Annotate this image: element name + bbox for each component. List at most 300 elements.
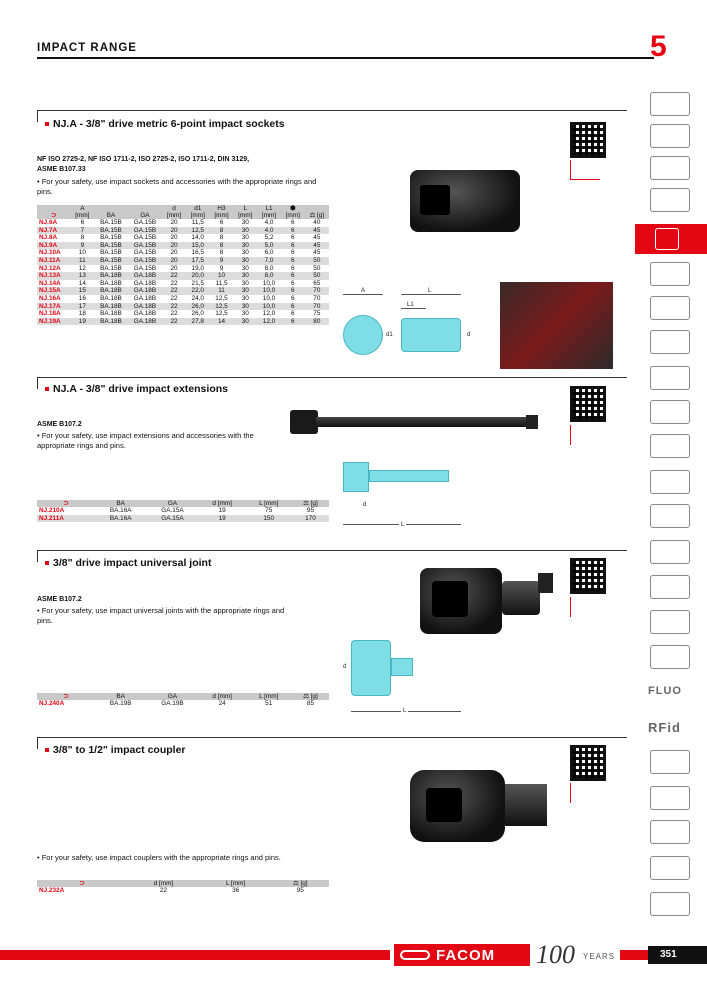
table-cell: GA.18B — [128, 303, 162, 311]
table-cell: 150 — [246, 515, 292, 523]
vise-icon[interactable] — [650, 575, 690, 599]
socket-icon[interactable] — [655, 228, 679, 250]
table-header: L [mm] — [246, 500, 292, 507]
table-row — [37, 700, 329, 708]
table-cell: 7,0 — [257, 257, 281, 265]
table-cell: GA.18B — [133, 310, 157, 318]
table-cell: 12,5 — [215, 310, 228, 318]
table-cell: 30 — [241, 219, 249, 226]
table-cell: 22,0 — [186, 287, 210, 295]
table-cell: 80 — [305, 318, 329, 326]
product-reference[interactable]: NJ.12A — [39, 264, 61, 272]
table-cell: 16 — [78, 294, 86, 302]
table-cell: 11 — [210, 287, 234, 295]
facom-ref-icon: ⊃ — [37, 205, 70, 219]
product-reference[interactable]: NJ.11A — [37, 257, 70, 265]
table-row — [37, 287, 329, 295]
table-cell: 8 — [219, 249, 224, 257]
standards: NF ISO 2725-2, NF ISO 1711-2, ISO 2725-2, ISO 1711-2, DIN 3129, ASME B107.33 — [37, 156, 250, 173]
table-cell: 10 — [78, 249, 86, 257]
table-cell: GA.18B — [128, 318, 162, 326]
table-cell: 18 — [78, 310, 86, 318]
product-reference[interactable]: NJ.8A — [39, 234, 58, 242]
section-title: 3/8" drive impact universal joint — [45, 557, 211, 569]
table-cell: BA.18B — [94, 318, 127, 326]
table-row — [37, 515, 329, 523]
table-cell: 27,8 — [186, 318, 210, 326]
table-cell: 9 — [219, 264, 224, 272]
table-cell: 22 — [162, 272, 186, 280]
table-cell: 6 — [290, 219, 295, 226]
table-cell: 14 — [210, 318, 234, 326]
table-row — [37, 303, 329, 311]
qr-pointer — [570, 783, 571, 803]
facom-ref-icon: ⊃ — [37, 693, 95, 700]
section-marker — [37, 377, 38, 389]
qr-pointer-line — [570, 179, 600, 180]
table-cell: 12,5 — [215, 294, 228, 302]
table-cell: 6 — [290, 279, 295, 287]
table-cell: BA.15B — [100, 234, 122, 242]
facom-logo: FACOM — [394, 944, 530, 966]
extension-diagram — [343, 462, 463, 532]
safety-icon[interactable] — [650, 610, 690, 634]
sockets-table — [37, 205, 329, 325]
product-reference[interactable]: NJ.10A — [39, 249, 61, 257]
dim-d-label: d — [467, 332, 471, 338]
table-cell: 30 — [241, 249, 249, 257]
table-header: BA — [95, 500, 146, 507]
table-row — [37, 887, 329, 895]
product-reference[interactable]: NJ.211A — [37, 515, 95, 523]
safety-note: • For your safety, use impact sockets and accessories with the appropriate rings and pins. — [37, 177, 317, 196]
dim-a-label: A — [361, 288, 366, 294]
table-cell: GA.18B — [128, 272, 162, 280]
table-cell: 20 — [162, 227, 186, 235]
table-cell: BA.18B — [100, 310, 122, 318]
table-header: L [mm] — [233, 205, 257, 219]
table-cell: BA.15B — [100, 249, 122, 257]
table-cell: 95 — [306, 507, 314, 514]
tool-box-icon[interactable] — [650, 156, 690, 180]
product-reference[interactable]: NJ.210A — [39, 507, 65, 514]
table-cell: 50 — [313, 264, 321, 272]
table-row — [37, 295, 329, 303]
table-cell: 14,0 — [191, 234, 204, 242]
table-cell: 75 — [313, 310, 321, 318]
table-cell: BA.16A — [95, 515, 146, 523]
table-cell: 22 — [162, 318, 186, 326]
table-header: GA — [128, 205, 162, 219]
table-cell: 22 — [170, 310, 178, 318]
table-cell: 19,0 — [191, 264, 204, 272]
table-cell: 75 — [265, 507, 273, 514]
table-cell: 45 — [313, 234, 321, 242]
table-cell: 14 — [78, 279, 86, 287]
table-cell: GA.18B — [128, 287, 162, 295]
table-cell: 26,0 — [191, 310, 204, 318]
table-cell: GA.15B — [133, 219, 157, 226]
table-cell: 15,0 — [186, 242, 210, 250]
dim-l-label: L — [428, 288, 432, 294]
table-cell: 22 — [170, 294, 178, 302]
table-row — [37, 249, 329, 257]
product-reference[interactable]: NJ.16A — [39, 294, 61, 302]
impact-wrench-icon[interactable] — [650, 540, 690, 564]
table-header: d [mm] — [199, 693, 246, 700]
table-cell: 22 — [159, 887, 167, 894]
table-cell: 30 — [233, 257, 257, 265]
table-cell: GA.15A — [161, 507, 184, 514]
table-cell: 8 — [210, 227, 234, 235]
table-row — [37, 257, 329, 265]
table-cell: 21,5 — [191, 279, 204, 287]
table-cell: GA.15B — [133, 264, 157, 272]
magnet-icon[interactable] — [650, 820, 690, 844]
table-cell: 11 — [70, 257, 94, 265]
table-header: BA — [94, 205, 127, 219]
table-header: ⚖ [g] — [305, 205, 329, 219]
coupler-table — [37, 880, 329, 895]
table-cell: 20 — [170, 234, 178, 242]
table-cell: 9 — [70, 242, 94, 250]
table-header: d [mm] — [162, 205, 186, 219]
table-cell: 30 — [241, 234, 249, 242]
table-cell: GA.19B — [161, 700, 184, 707]
standards: ASME B107.2 — [37, 421, 82, 428]
page-header-title: IMPACT RANGE — [37, 42, 137, 54]
table-cell: 30 — [241, 264, 249, 272]
socket-side-view — [401, 318, 461, 352]
table-cell: 85 — [306, 700, 314, 707]
table-cell: 7 — [70, 227, 94, 235]
table-cell: 5,2 — [264, 234, 274, 242]
truck-icon[interactable] — [650, 892, 690, 916]
wrench-icon[interactable] — [650, 188, 690, 212]
electric-panel-icon[interactable] — [650, 786, 690, 810]
saw-icon[interactable] — [650, 434, 690, 458]
table-header: L1 [mm] — [257, 205, 281, 219]
table-cell: 30 — [233, 272, 257, 280]
socket-hex-opening — [420, 185, 450, 215]
table-cell: 170 — [292, 515, 329, 523]
table-cell: BA.15B — [100, 264, 122, 272]
table-cell: GA.15B — [133, 234, 157, 242]
table-cell: 6 — [281, 257, 305, 265]
table-row — [37, 318, 329, 326]
table-cell: 6 — [281, 287, 305, 295]
table-cell: GA.15B — [128, 242, 162, 250]
table-cell: 24 — [218, 700, 226, 707]
anniversary-label: YEARS — [583, 952, 616, 961]
product-reference[interactable]: NJ.7A — [37, 227, 70, 235]
table-cell: 45 — [313, 249, 321, 257]
table-cell: 6 — [290, 310, 295, 318]
table-cell: 6 — [219, 219, 224, 226]
table-cell: 12,0 — [257, 318, 281, 326]
section-rule — [37, 377, 627, 378]
aircraft-icon[interactable] — [650, 750, 690, 774]
dim-d1-label: d1 — [386, 332, 393, 338]
table-cell: 6 — [290, 294, 295, 302]
section-title: NJ.A - 3/8" drive impact extensions — [45, 383, 228, 395]
table-cell: BA.19B — [109, 700, 132, 707]
product-reference[interactable]: NJ.232A — [39, 887, 65, 894]
table-header: GA — [146, 500, 199, 507]
dim-l1-label: L1 — [407, 302, 414, 308]
facom-logo-icon — [400, 950, 430, 960]
qr-code[interactable] — [570, 386, 606, 422]
table-cell: 6 — [290, 234, 295, 242]
table-cell: 15 — [70, 287, 94, 295]
table-cell: GA.15B — [128, 257, 162, 265]
table-header: L [mm] — [246, 693, 292, 700]
table-cell: 8 — [210, 242, 234, 250]
table-cell: 6 — [290, 249, 295, 257]
facom-ref-icon: ⊃ — [37, 500, 95, 507]
table-cell: BA.18B — [94, 287, 127, 295]
table-cell: 6,0 — [264, 249, 274, 257]
universal-joint-diagram — [343, 640, 473, 715]
table-cell: 36 — [232, 887, 240, 894]
section-rule — [37, 110, 627, 111]
table-cell: 22 — [170, 279, 178, 287]
table-cell: 6 — [281, 318, 305, 326]
section-marker — [37, 110, 38, 122]
table-cell: 22 — [162, 303, 186, 311]
product-reference[interactable]: NJ.15A — [37, 287, 70, 295]
table-cell: 6 — [80, 219, 85, 226]
table-header: H3 [mm] — [210, 205, 234, 219]
dim-l-line — [401, 294, 461, 295]
table-cell: 50 — [305, 257, 329, 265]
table-cell: 19 — [70, 318, 94, 326]
lanyard-icon[interactable] — [650, 645, 690, 669]
standards: ASME B107.2 — [37, 596, 82, 603]
table-cell: GA.18B — [133, 279, 157, 287]
dim-l-label: L — [403, 708, 407, 714]
usage-photo — [500, 282, 613, 369]
table-cell: 8 — [80, 234, 85, 242]
qr-pointer — [570, 160, 571, 180]
table-cell: 11,5 — [215, 279, 228, 287]
table-cell: 10,0 — [257, 303, 281, 311]
table-cell: 30 — [233, 303, 257, 311]
table-cell: 10,0 — [257, 287, 281, 295]
table-header: ⚖ [g] — [272, 880, 329, 887]
table-cell: 70 — [305, 303, 329, 311]
table-cell: 8,0 — [257, 272, 281, 280]
table-cell: 20,0 — [186, 272, 210, 280]
table-header: L [mm] — [200, 880, 272, 887]
table-cell: 45 — [305, 242, 329, 250]
table-cell: 65 — [313, 279, 321, 287]
dim-d-label: d — [343, 664, 347, 670]
table-row — [37, 242, 329, 250]
electrical-tester-icon[interactable] — [650, 504, 690, 528]
table-cell: 95 — [296, 887, 304, 894]
table-cell: 10,0 — [262, 294, 276, 302]
table-cell: 12 — [78, 264, 86, 272]
universal-joint-table — [37, 693, 329, 708]
table-header: BA — [95, 693, 146, 700]
product-reference[interactable]: NJ.9A — [37, 242, 70, 250]
page-number: 351 — [648, 946, 707, 964]
table-cell: 30 — [233, 242, 257, 250]
safety-note: • For your safety, use impact universal joints with the appropriate rings and pins. — [37, 606, 285, 625]
table-cell: 8,0 — [264, 264, 274, 272]
qr-pointer — [570, 597, 571, 617]
table-cell: 13 — [70, 272, 94, 280]
table-row — [37, 507, 329, 515]
sidebar-rfid[interactable]: RFid — [648, 720, 681, 735]
product-reference[interactable]: NJ.14A — [39, 279, 61, 287]
table-cell: 5,0 — [257, 242, 281, 250]
table-header: ⚖ [g] — [292, 500, 329, 507]
pliers-icon[interactable] — [650, 330, 690, 354]
table-cell: 26,0 — [186, 303, 210, 311]
tool-set-icon[interactable] — [650, 92, 690, 116]
table-cell: BA.15B — [94, 257, 127, 265]
table-cell: 30 — [241, 310, 249, 318]
table-row — [37, 234, 329, 242]
table-cell: 6 — [281, 303, 305, 311]
chapter-number: 5 — [650, 30, 667, 63]
table-row — [37, 265, 329, 273]
table-cell: BA.18B — [100, 279, 122, 287]
table-header: d1 [mm] — [186, 205, 210, 219]
table-cell: GA.15B — [133, 249, 157, 257]
safety-note: • For your safety, use impact couplers with the appropriate rings and pins. — [37, 853, 281, 862]
table-cell: GA.15B — [128, 227, 162, 235]
table-cell: 50 — [305, 272, 329, 280]
table-cell: 8 — [219, 234, 224, 242]
table-row — [37, 280, 329, 288]
table-header: ⚖ [g] — [292, 693, 329, 700]
tool-cabinet-icon[interactable] — [650, 124, 690, 148]
table-cell: 19 — [199, 515, 246, 523]
table-cell: 20 — [162, 242, 186, 250]
qr-code[interactable] — [570, 122, 606, 158]
table-cell: 51 — [265, 700, 273, 707]
dim-a-line — [343, 294, 383, 295]
coupler-image — [410, 770, 550, 842]
sidebar-fluo[interactable]: FLUO — [648, 685, 682, 697]
table-header: ⬢ [mm] — [281, 205, 305, 219]
anniversary-number: 100 — [536, 940, 575, 969]
product-reference[interactable]: NJ.13A — [37, 272, 70, 280]
table-cell: 30 — [233, 227, 257, 235]
socket-diagram — [343, 290, 493, 375]
universal-joint-image — [420, 563, 555, 635]
table-cell: 17,5 — [186, 257, 210, 265]
table-cell: 9 — [210, 257, 234, 265]
table-cell: BA.18B — [100, 294, 122, 302]
car-icon[interactable] — [650, 856, 690, 880]
header-rule — [37, 57, 654, 59]
table-header: d [mm] — [127, 880, 200, 887]
ratchet-icon[interactable] — [650, 262, 690, 286]
table-cell: 30 — [233, 287, 257, 295]
table-cell: 20 — [162, 257, 186, 265]
table-cell: BA.18B — [94, 272, 127, 280]
table-row — [37, 219, 329, 227]
extension-image — [290, 408, 540, 436]
section-title: NJ.A - 3/8" drive metric 6-point impact sockets — [45, 118, 285, 130]
table-cell: 70 — [313, 294, 321, 302]
table-header: GA — [146, 693, 199, 700]
table-cell: 30 — [241, 279, 249, 287]
table-cell: 19 — [218, 507, 226, 514]
extensions-table — [37, 500, 329, 522]
table-cell: 12,5 — [210, 303, 234, 311]
table-cell: 70 — [305, 287, 329, 295]
table-cell: BA.15B — [100, 219, 122, 226]
product-reference[interactable]: NJ.240A — [39, 700, 65, 707]
screwdriver-icon[interactable] — [650, 296, 690, 320]
table-cell: GA.15A — [146, 515, 199, 523]
table-cell: 4,0 — [264, 219, 274, 226]
footer-bar — [0, 950, 390, 960]
cutter-icon[interactable] — [650, 470, 690, 494]
table-cell: 30 — [241, 294, 249, 302]
table-cell: 6 — [281, 272, 305, 280]
table-header: A [mm] — [70, 205, 94, 219]
table-row — [37, 310, 329, 318]
table-cell: 6 — [281, 242, 305, 250]
table-cell: 40 — [313, 219, 321, 226]
safety-note: • For your safety, use impact extensions and accessories with the appropriate rings and pins. — [37, 431, 254, 450]
table-header: d [mm] — [199, 500, 246, 507]
section-marker — [37, 737, 38, 749]
table-cell: 6 — [281, 227, 305, 235]
dim-d-label: d — [363, 502, 367, 508]
table-cell: BA.15B — [94, 242, 127, 250]
section-rule — [37, 737, 627, 738]
table-cell: 24,0 — [191, 294, 204, 302]
product-reference[interactable]: NJ.18A — [39, 310, 61, 318]
table-cell: 11,5 — [191, 219, 204, 226]
qr-code[interactable] — [570, 558, 606, 594]
tape-measure-icon[interactable] — [650, 366, 690, 390]
dim-l-label: L — [401, 522, 405, 528]
table-cell: 10 — [210, 272, 234, 280]
product-reference[interactable]: NJ.17A — [37, 303, 70, 311]
table-cell: 20 — [170, 219, 178, 226]
table-cell: 22 — [162, 287, 186, 295]
section-title: 3/8" to 1/2" impact coupler — [45, 744, 186, 756]
qr-code[interactable] — [570, 745, 606, 781]
table-cell: 20 — [170, 249, 178, 257]
facom-ref-icon: ⊃ — [37, 880, 127, 887]
table-cell: 4,0 — [257, 227, 281, 235]
section-rule — [37, 550, 627, 551]
table-cell: 30 — [233, 318, 257, 326]
product-reference[interactable]: NJ.6A — [39, 219, 58, 226]
table-cell: GA.18B — [133, 294, 157, 302]
table-cell: 10,0 — [262, 279, 276, 287]
table-cell: BA.15B — [94, 227, 127, 235]
qr-pointer — [570, 425, 571, 445]
socket-end-view — [343, 315, 383, 355]
product-reference[interactable]: NJ.19A — [37, 318, 70, 326]
table-cell: 16,5 — [191, 249, 204, 257]
table-row — [37, 272, 329, 280]
table-cell: BA.16A — [109, 507, 132, 514]
table-row — [37, 227, 329, 235]
hammer-icon[interactable] — [650, 400, 690, 424]
table-cell: 12,5 — [186, 227, 210, 235]
